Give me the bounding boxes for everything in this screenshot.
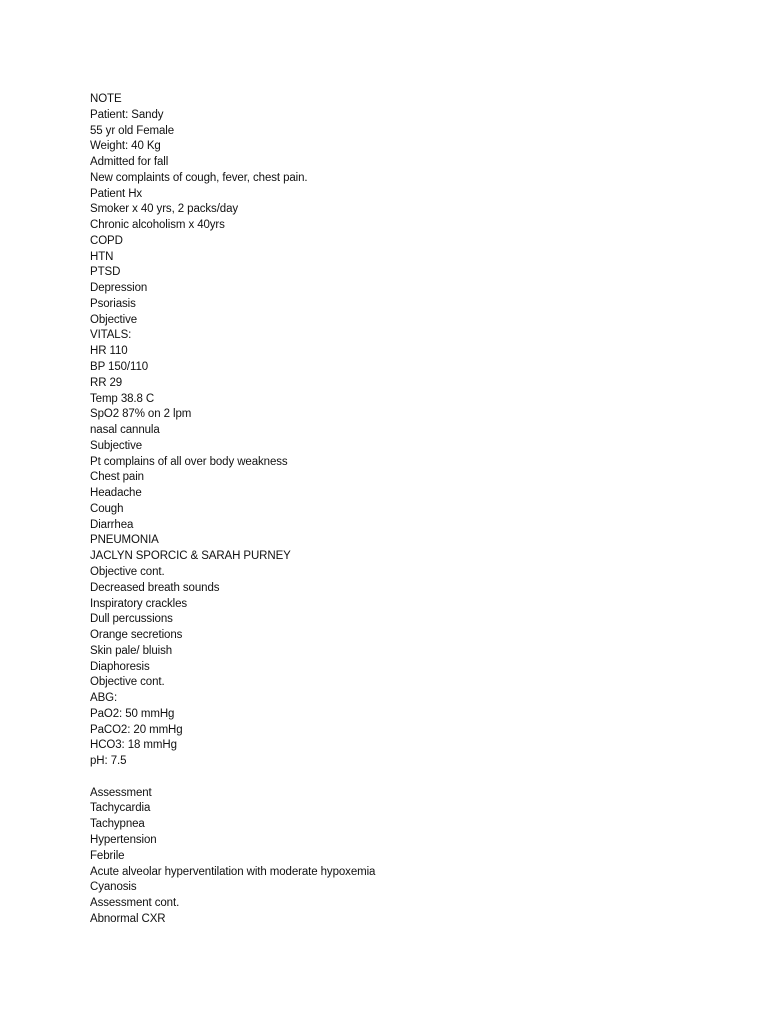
text-line: Chronic alcoholism x 40yrs (90, 219, 225, 232)
text-line: Cough (90, 502, 124, 515)
text-line: Temp 38.8 C (90, 392, 155, 405)
text-line: Depression (90, 282, 148, 295)
text-line: HCO3: 18 mmHg (90, 739, 177, 752)
text-line: pH: 7.5 (90, 755, 127, 768)
text-line: Smoker x 40 yrs, 2 packs/day (90, 203, 239, 216)
text-line: Patient Hx (90, 187, 143, 200)
text-line: 55 yr old Female (90, 124, 175, 137)
text-line: Weight: 40 Kg (90, 140, 161, 153)
text-line: Febrile (90, 849, 125, 862)
text-line: ABG: (90, 692, 118, 705)
text-line: RR 29 (90, 376, 123, 389)
text-line: Pt complains of all over body weakness (90, 455, 288, 468)
text-line: Tachypnea (90, 818, 145, 831)
text-line: SpO2 87% on 2 lpm (90, 408, 192, 421)
text-line: nasal cannula (90, 424, 160, 437)
text-line: Abnormal CXR (90, 912, 166, 925)
text-line: HR 110 (90, 345, 128, 358)
text-line: Dull percussions (90, 613, 173, 626)
text-line: Cyanosis (90, 881, 137, 894)
text-line: Diarrhea (90, 518, 134, 531)
text-line: Acute alveolar hyperventilation with moderate hypoxemia (90, 865, 376, 878)
text-line: Skin pale/ bluish (90, 644, 173, 657)
text-line: VITALS: (90, 329, 132, 342)
text-line: Admitted for fall (90, 156, 169, 169)
text-line: Assessment cont. (90, 897, 180, 910)
text-line: Psoriasis (90, 297, 136, 310)
document-body (90, 92, 730, 928)
text-line: Diaphoresis (90, 660, 150, 673)
text-line: Objective cont. (90, 676, 165, 689)
text-line: Assessment (90, 786, 152, 799)
text-line: Tachycardia (90, 802, 151, 815)
text-line: PNEUMONIA (90, 534, 159, 547)
text-line: PaO2: 50 mmHg (90, 707, 175, 720)
text-line: Orange secretions (90, 629, 183, 642)
text-line: Decreased breath sounds (90, 581, 220, 594)
text-line: BP 150/110 (90, 361, 149, 374)
text-line: JACLYN SPORCIC & SARAH PURNEY (90, 550, 291, 563)
text-line: Hypertension (90, 833, 157, 846)
text-line: Patient: Sandy (90, 108, 164, 121)
blank-line (90, 770, 730, 786)
text-line: Inspiratory crackles (90, 597, 188, 610)
text-line: New complaints of cough, fever, chest pain. (90, 171, 308, 184)
text-line: PaCO2: 20 mmHg (90, 723, 183, 736)
text-line: Objective (90, 313, 138, 326)
text-line: Chest pain (90, 471, 144, 484)
text-line: Headache (90, 487, 142, 500)
text-line: HTN (90, 250, 114, 263)
text-line: Subjective (90, 439, 143, 452)
text-line: COPD (90, 234, 123, 247)
text-line: NOTE (90, 93, 122, 105)
text-line: PTSD (90, 266, 121, 279)
text-line: Objective cont. (90, 565, 165, 578)
